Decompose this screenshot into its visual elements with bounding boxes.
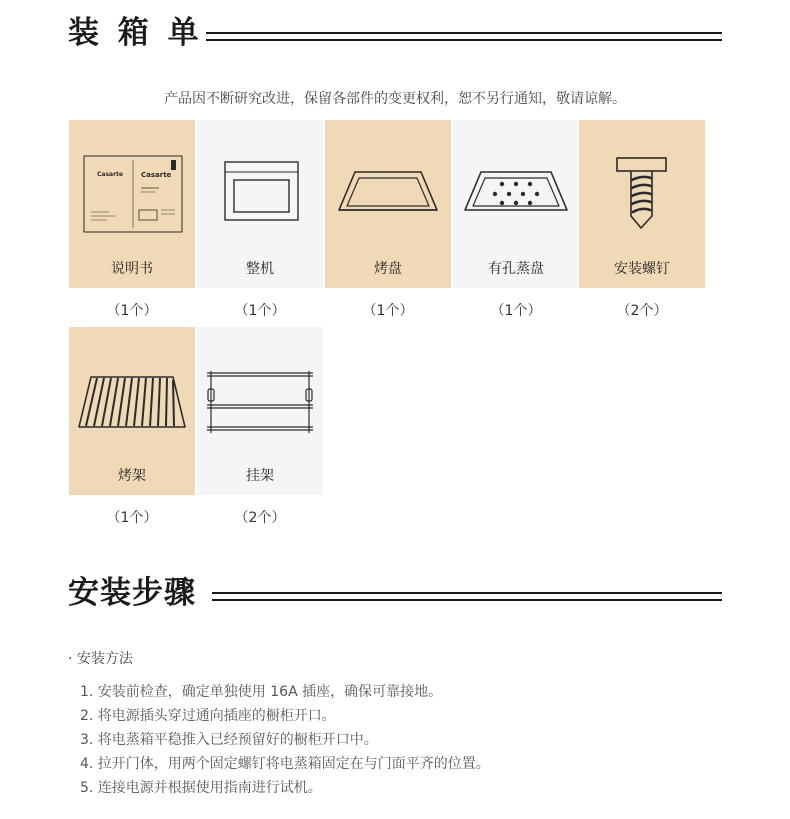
- install-step: 2. 将电源插头穿过通向插座的橱柜开口。: [80, 708, 336, 724]
- install-steps-title: 安装步骤: [68, 575, 196, 611]
- item-qty: （1个）: [490, 303, 542, 319]
- install-step: 5. 连接电源并根据使用指南进行试机。: [80, 780, 322, 796]
- manual-brand-left: Casarte: [97, 171, 123, 178]
- item-label: 整机: [246, 261, 274, 277]
- packing-notice: 产品因不断研究改进，保留各部件的变更权利，恕不另行通知，敬请谅解。: [164, 91, 626, 107]
- item-card-manual: [69, 120, 195, 288]
- item-label: 安装螺钉: [614, 261, 670, 277]
- item-card-screw: [579, 120, 705, 288]
- install-method-heading: · 安装方法: [68, 651, 133, 667]
- item-qty: （1个）: [106, 303, 158, 319]
- item-card-grill-rack: [69, 327, 195, 495]
- item-card-baking-tray: [325, 120, 451, 288]
- item-label: 挂架: [246, 468, 274, 484]
- manual-brand-right: Casarte: [141, 171, 172, 179]
- item-qty: （1个）: [362, 303, 414, 319]
- install-step: 3. 将电蒸箱平稳推入已经预留好的橱柜开口中。: [80, 732, 378, 748]
- item-qty: （2个）: [616, 303, 668, 319]
- item-label: 烤架: [118, 468, 146, 484]
- install-title-rule: [212, 592, 722, 601]
- install-step: 1. 安装前检查，确定单独使用 16A 插座，确保可靠接地。: [80, 684, 443, 700]
- item-card-side-rack: [197, 327, 323, 495]
- item-card-oven: [197, 120, 323, 288]
- packing-title-rule: [206, 32, 722, 41]
- install-step: 4. 拉开门体，用两个固定螺钉将电蒸箱固定在与门面平齐的位置。: [80, 756, 490, 772]
- item-qty: （1个）: [234, 303, 286, 319]
- item-qty: （2个）: [234, 510, 286, 526]
- item-qty: （1个）: [106, 510, 158, 526]
- item-label: 有孔蒸盘: [488, 261, 544, 277]
- packing-list-title: 装 箱 单: [68, 15, 203, 51]
- item-label: 烤盘: [374, 261, 402, 277]
- item-card-steam-tray: [453, 120, 579, 288]
- item-label: 说明书: [111, 261, 153, 277]
